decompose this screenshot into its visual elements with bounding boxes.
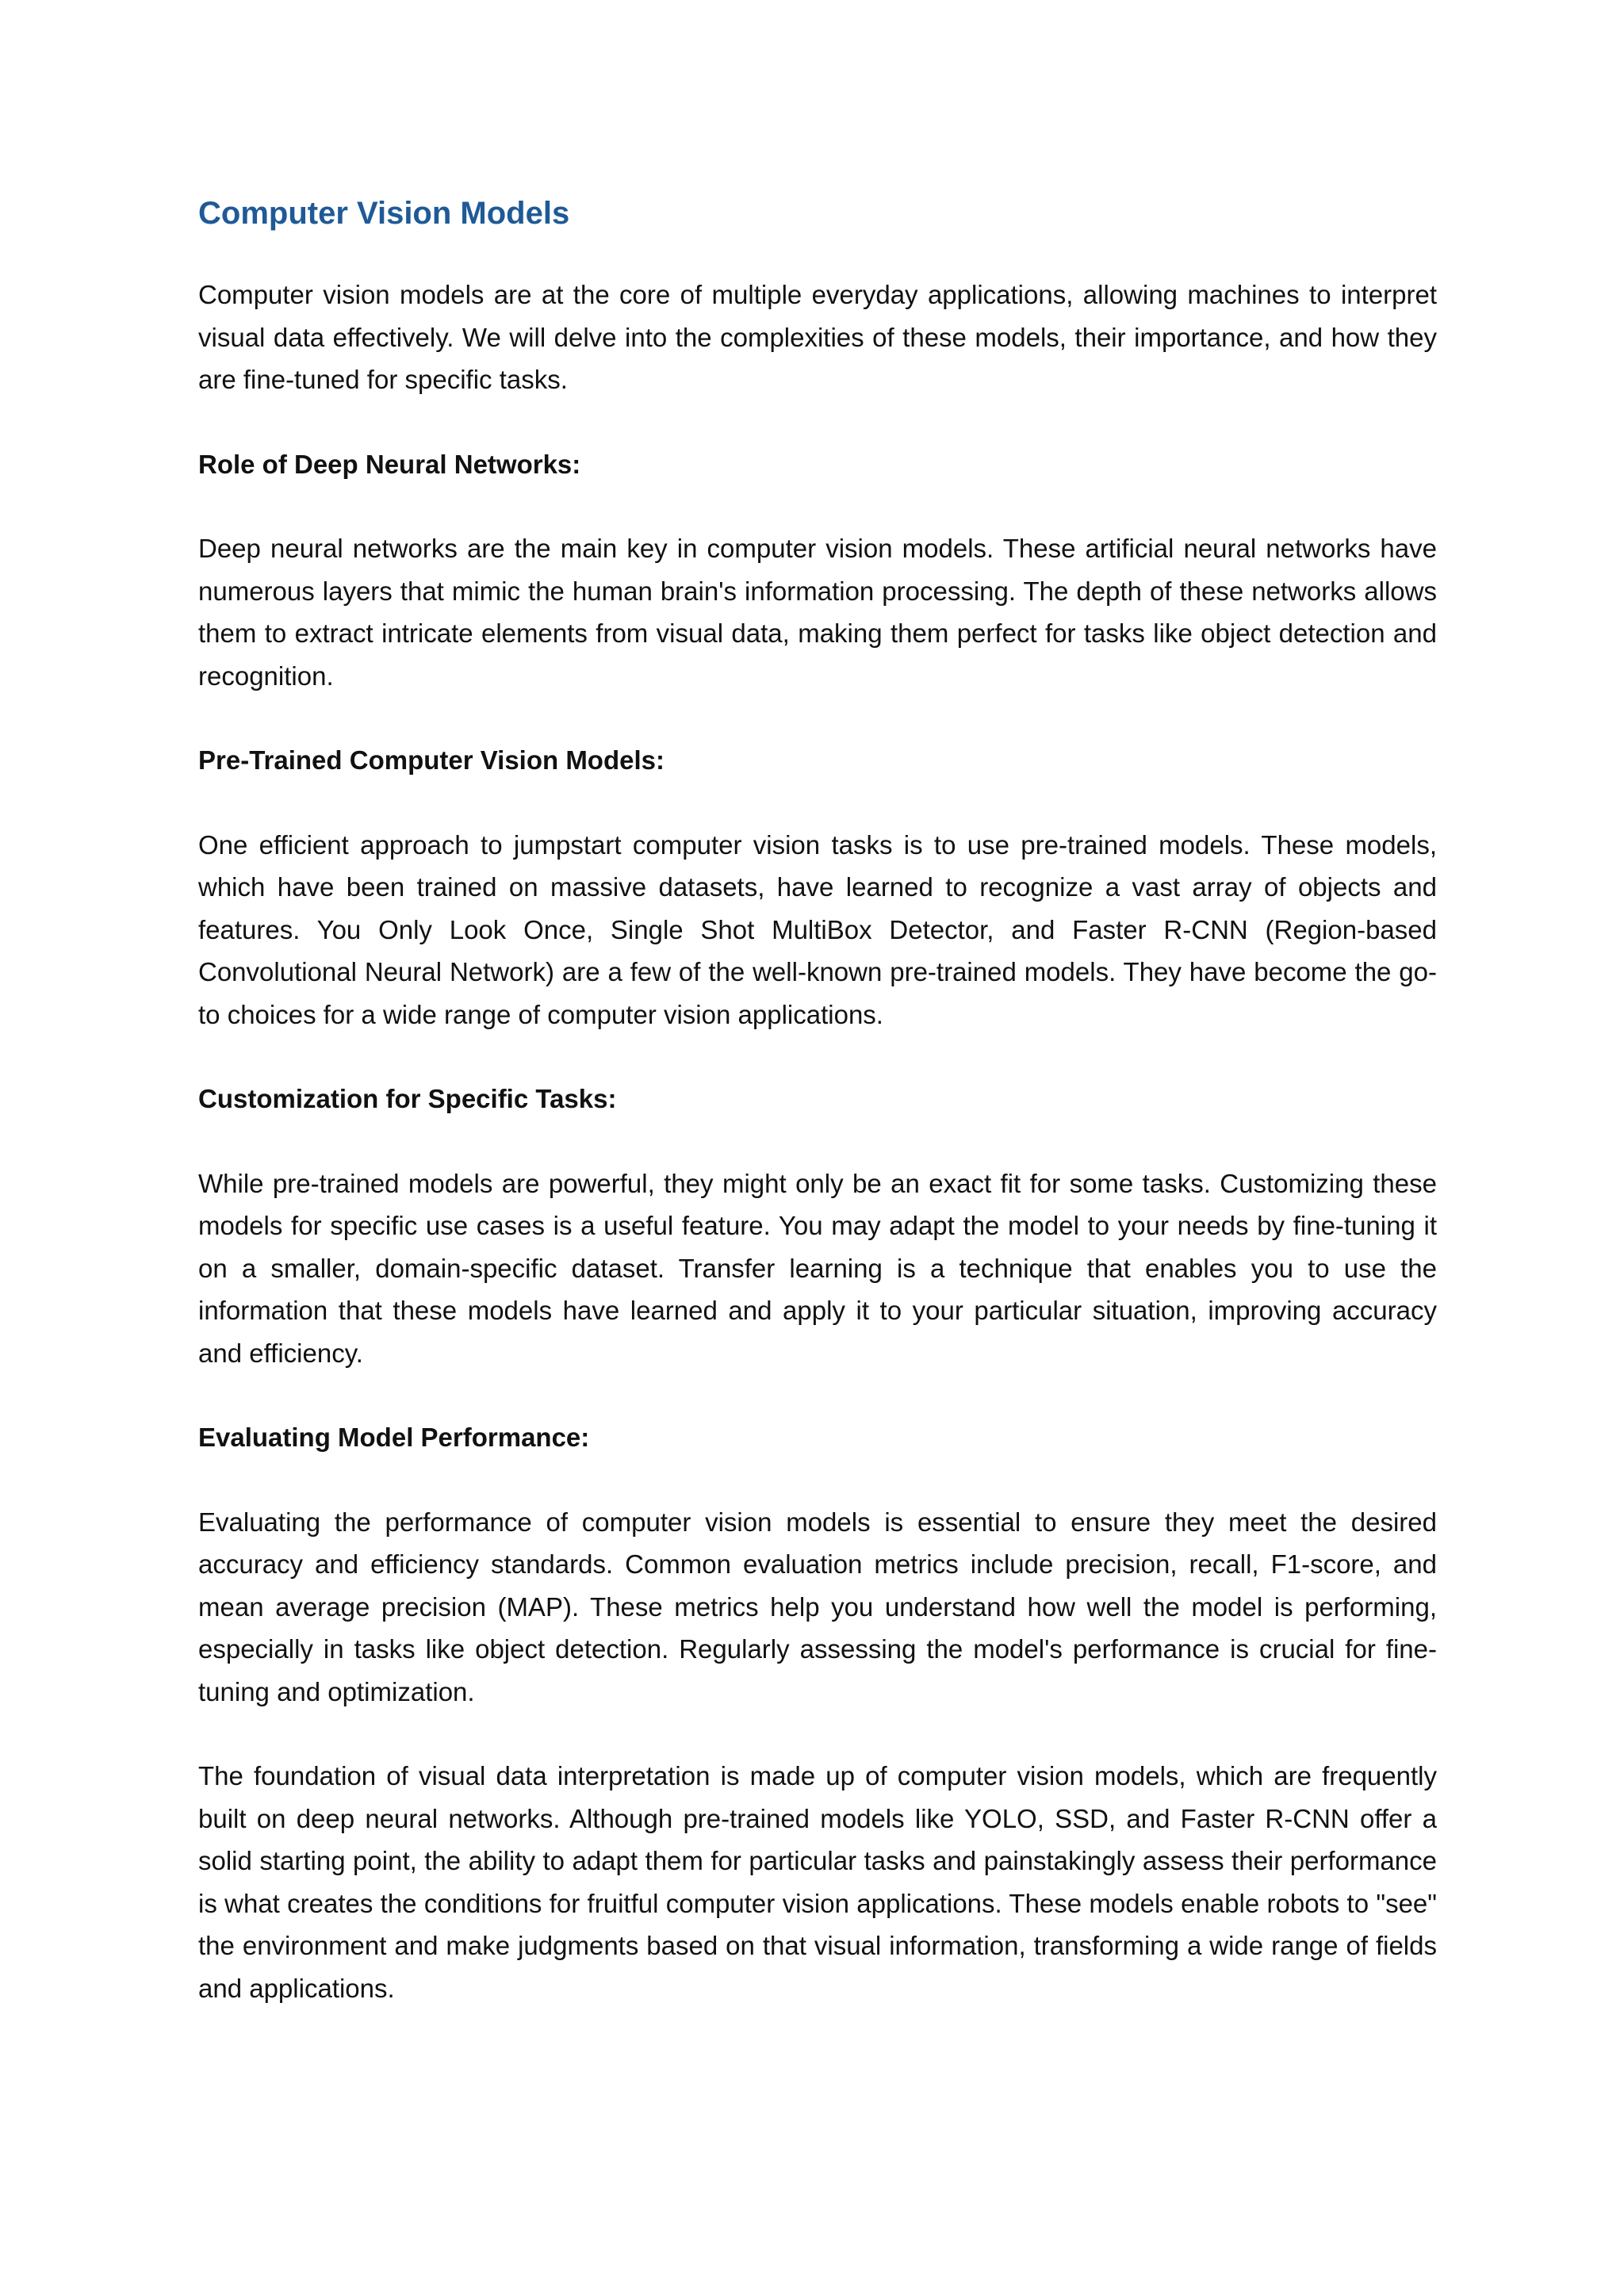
- section-heading: Pre-Trained Computer Vision Models:: [198, 745, 665, 775]
- conclusion-paragraph: The foundation of visual data interpretation is made up of computer vision models, which are frequently built on deep neural networks. Although pre-trained models like YOLO, SSD, and Faster R-CNN offer a solid starting point, the ability to adapt them for particular tasks and painstakingly assess their performance is what creates the conditions for fruitful computer vision applications. These models enable robots to "see" the environment and make judgments based on that visual information, transforming a wide range of fields and applications.: [198, 1761, 1437, 2003]
- section-heading: Customization for Specific Tasks:: [198, 1084, 617, 1113]
- section-body: Deep neural networks are the main key in computer vision models. These artificial neural networks have numerous layers that mimic the human brain's information processing. The depth of these networks allows them to extract intricate elements from visual data, making them perfect for tasks like object detection and recognition.: [198, 534, 1437, 691]
- section-body: One efficient approach to jumpstart computer vision tasks is to use pre-trained models. These models, which have been trained on massive datasets, have learned to recognize a vast array of objects and features. You Only Look Once, Single Shot MultiBox Detector, and Faster R-CNN (Region-based Convolutional Neural Network) are a few of the well-known pre-trained models. They have become the go-to choices for a wide range of computer vision applications.: [198, 829, 1437, 1029]
- section-heading: Evaluating Model Performance:: [198, 1423, 590, 1452]
- document-title: Computer Vision Models: [198, 196, 570, 231]
- section-evaluation: [198, 1416, 1437, 1713]
- section-customization: [198, 1078, 1437, 1374]
- section-heading: Role of Deep Neural Networks:: [198, 449, 581, 479]
- intro-paragraph: Computer vision models are at the core of multiple everyday applications, allowing machines to interpret visual data effectively. We will delve into the complexities of these models, their importance, and how they are fine-tuned for specific tasks.: [198, 280, 1437, 394]
- section-deep-neural-networks: [198, 443, 1437, 698]
- document-page: [198, 194, 1437, 2051]
- section-body: Evaluating the performance of computer vision models is essential to ensure they meet the desired accuracy and efficiency standards. Common evaluation metrics include precision, recall, F1-score, and mean average precision (MAP). These metrics help you understand how well the model is performing, especially in tasks like object detection. Regularly assessing the model's performance is crucial for fine-tuning and optimization.: [198, 1507, 1437, 1706]
- section-pretrained-models: [198, 739, 1437, 1036]
- section-body: While pre-trained models are powerful, they might only be an exact fit for some tasks. Customizing these models for specific use cases is a useful feature. You may adapt the model to your needs by fine-tuning it on a smaller, domain-specific dataset. Transfer learning is a technique that enables you to use the information that these models have learned and apply it to your particular situation, improving accuracy and efficiency.: [198, 1168, 1437, 1368]
